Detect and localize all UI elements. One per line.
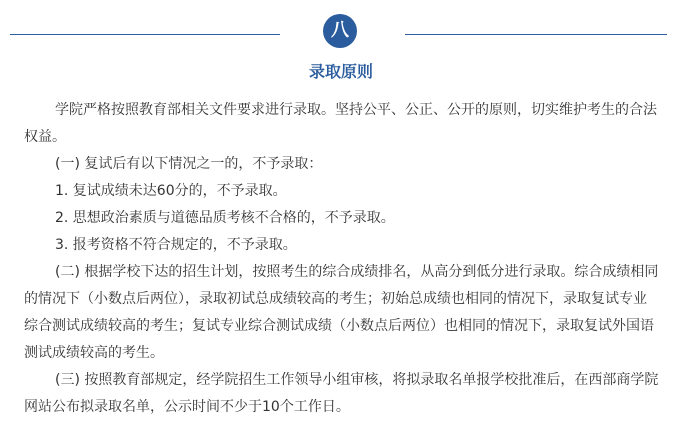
document-body bbox=[24, 97, 660, 421]
header-divider-right bbox=[405, 34, 667, 35]
section-number-badge: 八 bbox=[323, 14, 357, 48]
ranking-paragraph: (二) 根据学校下达的招生计划，按照考生的综合成绩排名，从高分到低分进行录取。综合成绩相同的情况下（小数点后两位），录取初试总成绩较高的考生；初始总成绩也相同的情况下，录取复试专业综合测试成绩较高的考生；复试专业综合测试成绩（小数点后两位）也相同的情况下，录取复试外国语测试成绩较高的考生。 bbox=[24, 264, 659, 361]
header-divider-left bbox=[10, 34, 280, 35]
rejection-item-2: 2. 思想政治素质与道德品质考核不合格的，不予录取。 bbox=[55, 210, 395, 226]
rejection-heading: (一) 复试后有以下情况之一的，不予录取： bbox=[55, 156, 323, 172]
rejection-item-3: 3. 报考资格不符合规定的，不予录取。 bbox=[55, 237, 297, 253]
section-header bbox=[0, 0, 682, 60]
section-title: 录取原则 bbox=[308, 62, 373, 81]
publication-paragraph: (三) 按照教育部规定，经学院招生工作领导小组审核，将拟录取名单报学校批准后，在西部商学院网站公布拟录取名单，公示时间不少于10个工作日。 bbox=[24, 372, 659, 415]
intro-paragraph: 学院严格按照教育部相关文件要求进行录取。坚持公平、公正、公开的原则，切实维护考生的合法权益。 bbox=[24, 102, 657, 145]
rejection-item-1: 1. 复试成绩未达60分的，不予录取。 bbox=[55, 183, 287, 199]
